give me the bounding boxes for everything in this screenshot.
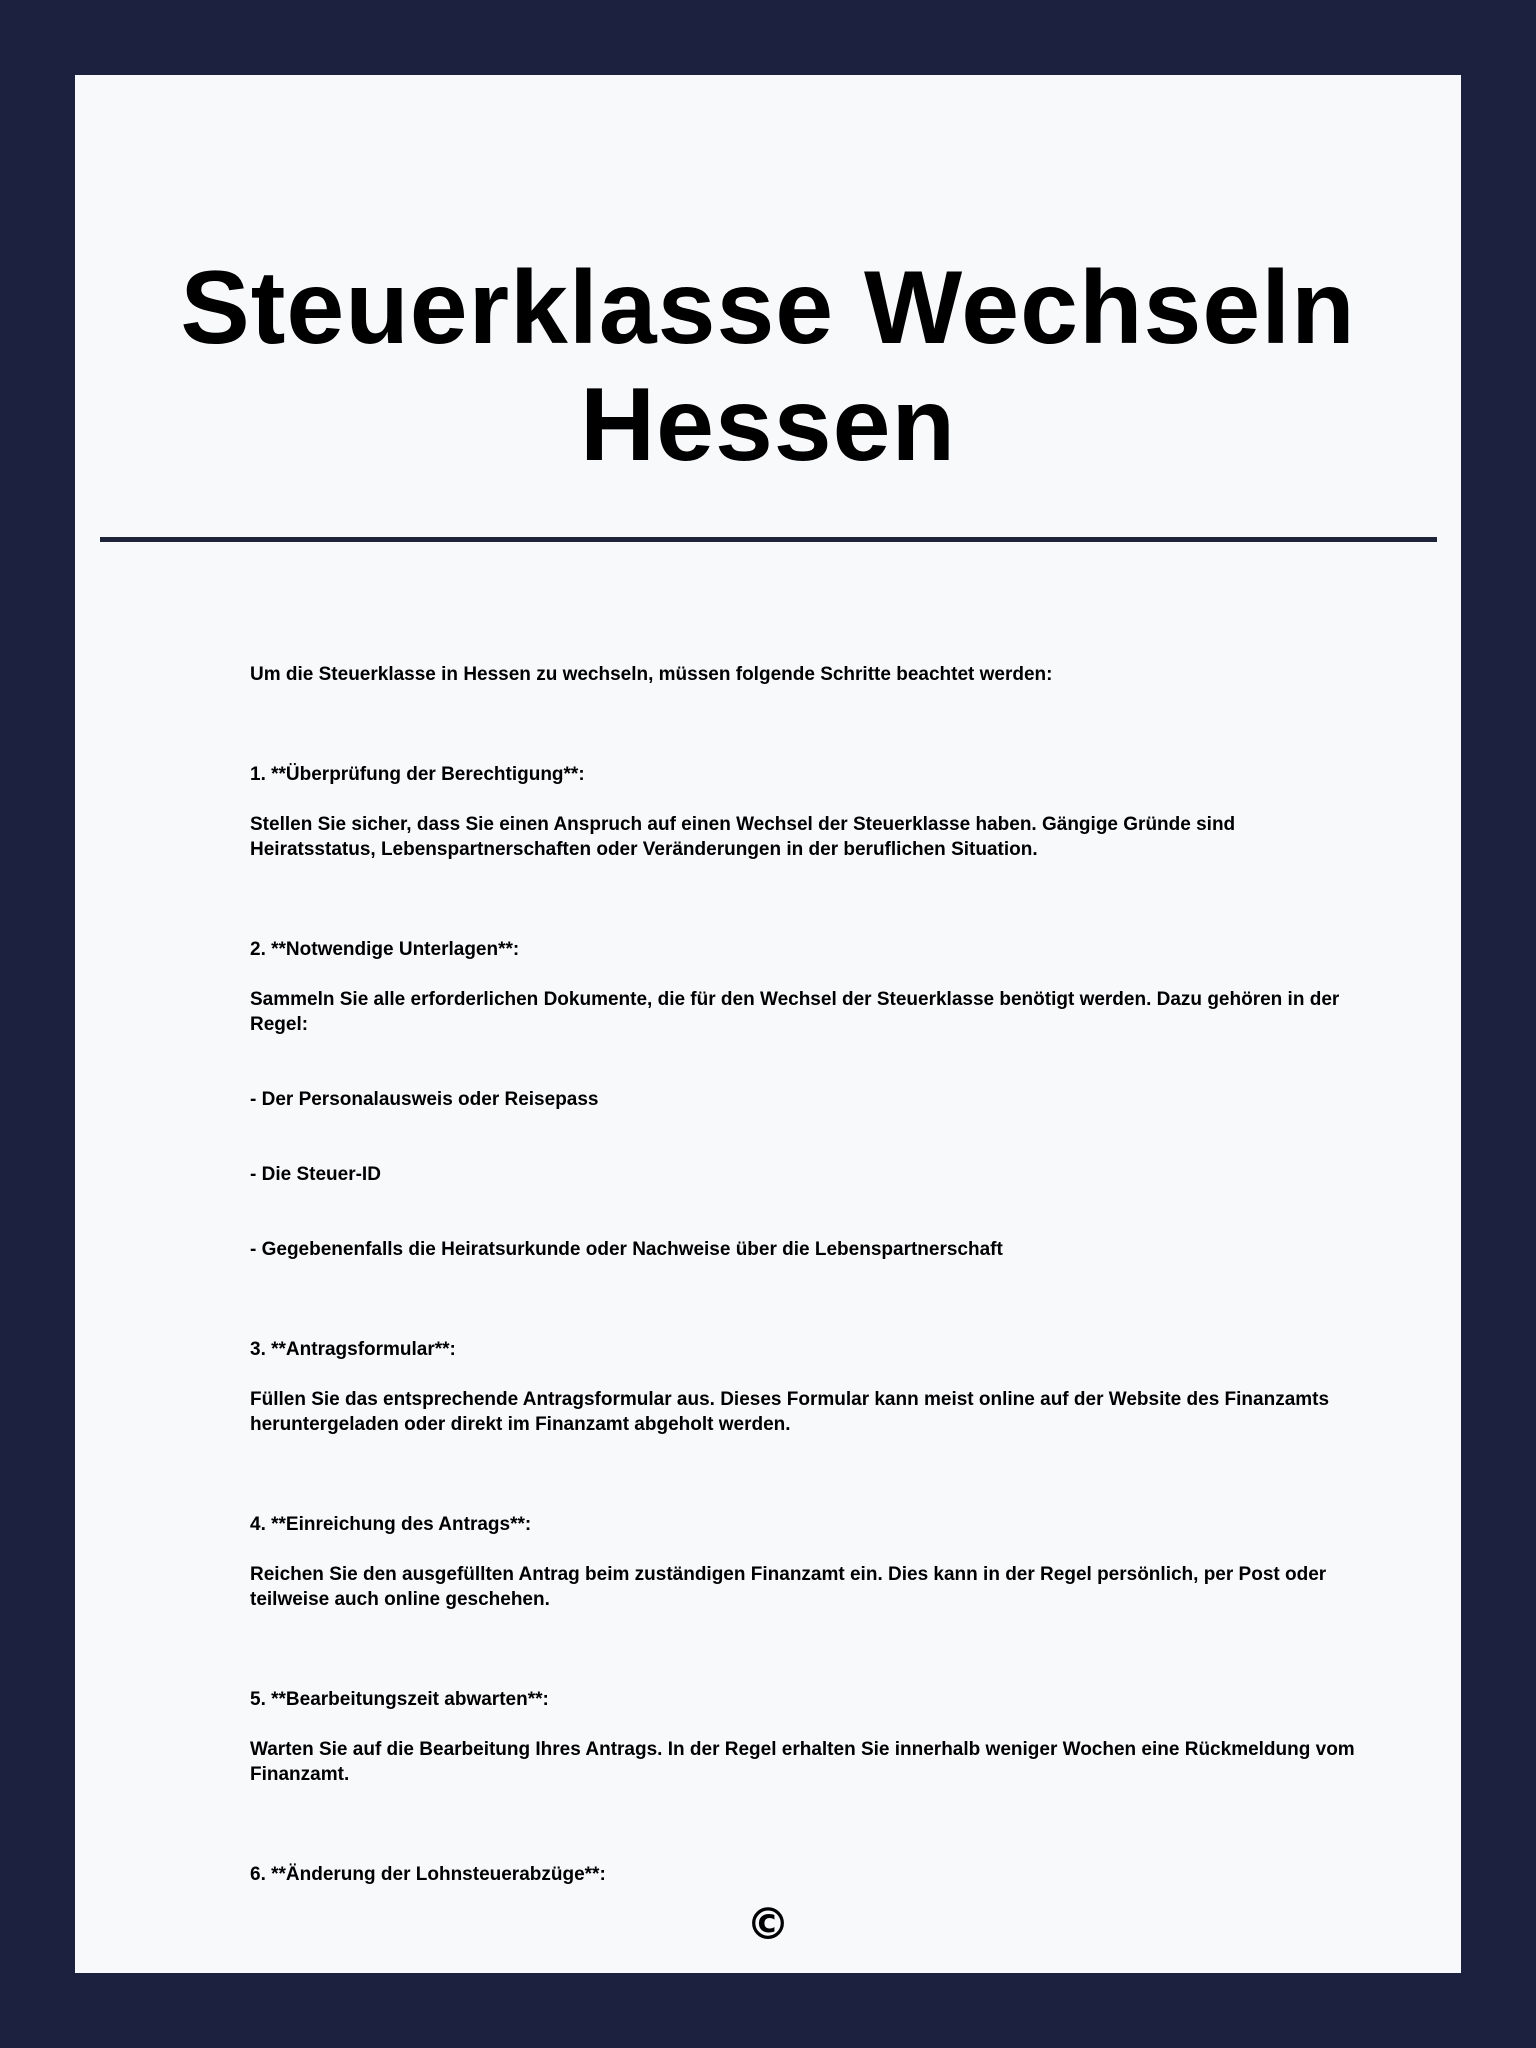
document-body [250, 662, 1360, 1912]
list-item-marriage-certificate: - Gegebenenfalls die Heiratsurkunde oder Nachweise über die Lebenspartnerschaft [250, 1239, 1003, 1260]
page-title-line-1: Steuerklasse Wechseln [180, 250, 1356, 366]
step-2-text: Sammeln Sie alle erforderlichen Dokumente, die für den Wechsel der Steuerklasse benötigt werden. Dazu gehören in der Regel: [250, 989, 1340, 1035]
list-item-id-document: - Der Personalausweis oder Reisepass [250, 1089, 599, 1110]
title-divider [100, 537, 1437, 542]
page-title-line-2: Hessen [580, 367, 956, 483]
page-title [75, 250, 1461, 484]
step-3-heading: 3. **Antragsformular**: [250, 1339, 456, 1360]
copyright-icon: © [746, 1899, 790, 1950]
step-4-text: Reichen Sie den ausgefüllten Antrag beim zuständigen Finanzamt ein. Dies kann in der Regel persönlich, per Post oder teilweise auch online geschehen. [250, 1564, 1327, 1610]
step-5-heading: 5. **Bearbeitungszeit abwarten**: [250, 1689, 549, 1710]
step-6-heading: 6. **Änderung der Lohnsteuerabzüge**: [250, 1864, 606, 1885]
list-item-tax-id: - Die Steuer-ID [250, 1164, 381, 1185]
document-page [75, 75, 1461, 1973]
intro-paragraph: Um die Steuerklasse in Hessen zu wechseln, müssen folgende Schritte beachtet werden: [250, 664, 1053, 685]
step-3-text: Füllen Sie das entsprechende Antragsformular aus. Dieses Formular kann meist online auf der Website des Finanzamts heruntergeladen oder direkt im Finanzamt abgeholt werden. [250, 1389, 1330, 1435]
step-5-text: Warten Sie auf die Bearbeitung Ihres Antrags. In der Regel erhalten Sie innerhalb weniger Wochen eine Rückmeldung vom Finanzamt. [250, 1739, 1355, 1785]
step-2-heading: 2. **Notwendige Unterlagen**: [250, 939, 520, 960]
step-1-heading: 1. **Überprüfung der Berechtigung**: [250, 764, 585, 785]
step-1-text: Stellen Sie sicher, dass Sie einen Anspruch auf einen Wechsel der Steuerklasse haben. Gängige Gründe sind Heiratsstatus, Lebenspartnerschaften oder Veränderungen in der beruflichen Situation. [250, 814, 1236, 860]
step-4-heading: 4. **Einreichung des Antrags**: [250, 1514, 532, 1535]
